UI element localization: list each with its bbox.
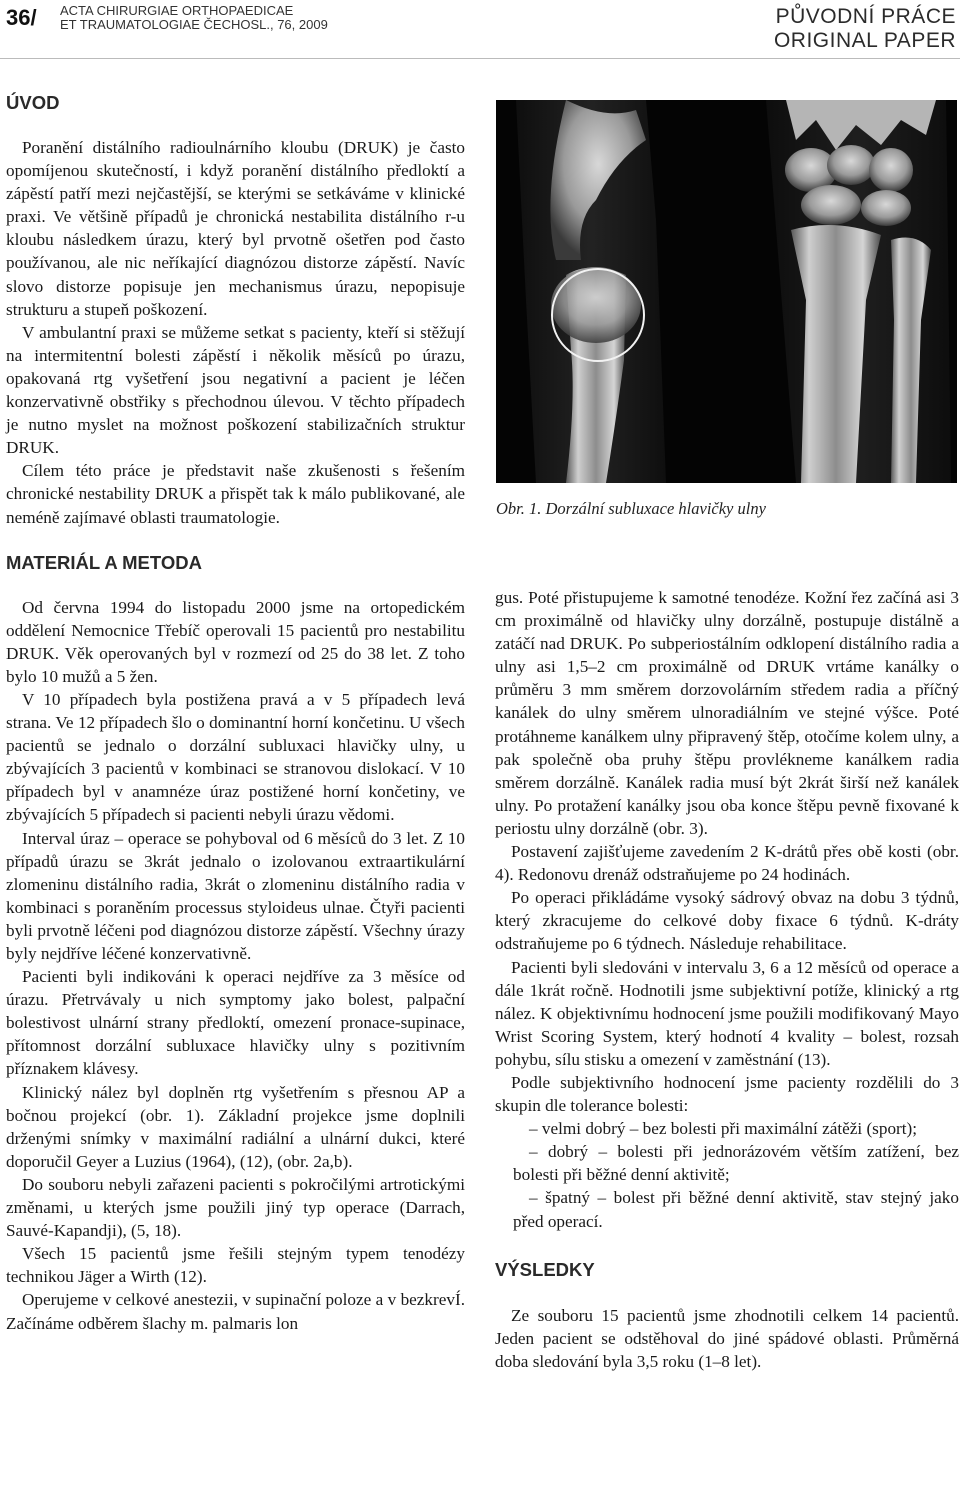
material-paragraph: Pacienti byli indikováni k operaci nejdříve za 3 měsíce od úrazu. Přetrvávaly u nich symptomy jako bolest, palpační bolestivost ulnární strany předloktí, omezení pronace-supinace, přítomnost dorzální subluxace hlavičky ulny s pozitivním příznakem klávesy. [6, 967, 465, 1079]
article-type [774, 5, 956, 53]
uvod-paragraph: V ambulantní praxi se můžeme setkat s pacienty, kteří si stěžují na intermitentní bolesti zápěstí i několik měsíců po úrazu, opakovaná rtg vyšetření jsou negativní a pacient je léčen konzervativně obstřiky s přechodnou úlevou. V těchto případech je nutno myslet na možnost poškození stabilizačních struktur DRUK. [6, 322, 465, 458]
material-paragraph: Všech 15 pacientů jsme řešili stejným typem tenodézy technikou Jäger a Wirth (12). [6, 1244, 465, 1287]
journal-name-line1: ACTA CHIRURGIAE ORTHOPAEDICAE [60, 3, 294, 18]
figure-caption: Obr. 1. Dorzální subluxace hlavičky ulny [496, 499, 766, 518]
heading-material-a-metoda: MATERIÁL A METODA [6, 551, 202, 573]
header-divider [0, 58, 960, 59]
journal-name [60, 4, 328, 32]
pain-group-item: – dobrý – bolesti při jednorázovém větším zatížení, bez bolesti při běžné denní aktivitě; [513, 1142, 959, 1185]
material-paragraph: Po operaci přikládáme vysoký sádrový obvaz na dobu 3 týdnů, který zkracujeme do celkové doby fixace 6 týdnů. K-dráty odstraňujeme po 6 týdnech. Následuje rehabilitace. [495, 888, 959, 954]
xray-figure [496, 100, 957, 483]
uvod-paragraph: Poranění distálního radioulnárního kloubu (DRUK) je často opomíjenou skutečností, i když poranění distálního předloktí a zápěstí patří mezi nejčastější, se kterými se setkáváme v klinické praxi. Ve většině případů je chronická nestabilita distálního r-u kloubu následkem úrazu, který byl prvotně ošetřen pod často používanou, ale nic neříkající diagnózou distorze zápěstí. Navíc slovo distorze popisuje jen mechanismus úrazu, nepopisuje strukturu a stupeň poškození. [6, 138, 465, 319]
material-paragraph-continued: gus. Poté přistupujeme k samotné tenodéze. Kožní řez začíná asi 3 cm proximálně od hlavičky ulny dorzálně, postupuje distálně a zatáčí nad DRUK. Po subperiostálním odklopení distálního radia a ulny asi 1,5–2 cm proximálně od DRUK vrtáme kanálky o průměru 3 mm směrem dorzovolárním středem radia a příčný kanálek do ulny směrem ulnoradiálním ve stejné výšce. Poté protáhneme kanálkem ulny připravený štěp, otočíme kolem ulny, a pak společně oba pruhy štěpu provlékneme kanálkem radia směrem dorzálně. Kanálek radia musí být 2krát širší než kanálek ulny. Po protažení kanálky jsou oba konce štěpu pevně fixované k periostu ulny dorzálně (obr. 3). [495, 588, 959, 838]
material-paragraph: Do souboru nebyli zařazeni pacienti s pokročilými artrotickými změnami, u kterých jsme použili jiný typ operace (Darrach, Sauvé-Kapandji), (5, 18). [6, 1174, 465, 1241]
pain-group-item: – velmi dobrý – bez bolesti při maximální zátěži (sport); [529, 1119, 918, 1139]
material-paragraph: Klinický nález byl doplněn rtg vyšetřením s přesnou AP a bočnou projekcí (obr. 1). Základní projekce jsme doplnili drženými snímky v maximální radiální a ulnární dukci, které doporučil Geyer a Luzius (1964), (12), (obr. 2a,b). [6, 1082, 465, 1171]
material-paragraph: Od června 1994 do listopadu 2000 jsme na ortopedickém oddělení Nemocnice Třebíč operovali 15 pacientů pro nestabilitu DRUK. Věk operovaných byl v rozmezí od 25 do 38 let. Z toho bylo 10 mužů a 5 žen. [6, 597, 465, 686]
journal-name-line2: ET TRAUMATOLOGIAE ČECHOSL., 76, 2009 [60, 17, 328, 32]
xray-image [496, 100, 957, 483]
material-paragraph: Pacienti byli sledováni v intervalu 3, 6 a 12 měsíců od operace a dále 1krát ročně. Hodnotili jsme subjektivní potíže, klinický a rtg nález. K objektivnímu hodnocení jsme použili modifikovaný Mayo Wrist Scoring System, který hodnotí 4 kvality – bolest, rozsah pohybu, sílu stisku a omezení v zaměstnání (13). [495, 957, 959, 1069]
heading-vysledky: VÝSLEDKY [495, 1258, 595, 1280]
material-paragraph-operation-start: Operujeme v celkové anestezii, v supinační poloze a v bezkrevÍ. Začínáme odběrem šlachy m. palmaris lon [6, 1290, 465, 1333]
heading-uvod: ÚVOD [6, 92, 60, 113]
article-type-english: ORIGINAL PAPER [773, 29, 956, 52]
right-column [495, 586, 959, 1373]
vysledky-paragraph: Ze souboru 15 pacientů jsme zhodnotili celkem 14 pacientů. Jeden pacient se odstěhoval do jiné spádové oblasti. Průměrná doba sledování byla 3,5 roku (1–8 let). [495, 1305, 959, 1371]
page-header [0, 0, 960, 60]
page-number: 36/ [6, 5, 37, 30]
material-paragraph: Interval úraz – operace se pohyboval od 6 měsíců do 3 let. Z 10 případů úrazu se 3krát jednalo o izolovanou extraartikulární zlomeninu distálního radia, 3krát o zlomeninu distálního radia v kombinaci s poraněním processus styloideus ulnae. Čtyři pacienti byli prvotně léčeni pod diagnózou distorze zápěstí. Všechny úrazy byly nejdříve léčené konzervativně. [6, 828, 465, 963]
material-paragraph: Postavení zajišťujeme zavedením 2 K-drátů přes obě kosti (obr. 4). Redonovu drenáž odstraňujeme po 24 hodinách. [495, 842, 959, 885]
pain-group-item: – špatný – bolest při běžné denní aktivitě, stav stejný jako před operací. [513, 1188, 959, 1231]
left-column [6, 92, 465, 1334]
uvod-paragraph: Cílem této práce je představit naše zkušenosti s řešením chronické nestability DRUK a přispět tak k málo publikované, ale neméně zajímavé oblasti traumatologie. [6, 461, 465, 527]
material-paragraph: Podle subjektivního hodnocení jsme pacienty rozdělili do 3 skupin dle tolerance bolesti: [495, 1072, 959, 1116]
material-paragraph: V 10 případech byla postižena pravá a v 5 případech levá strana. Ve 12 případech šlo o dominantní horní končetinu. U všech pacientů se jednalo o dorzální subluxaci hlavičky ulny, u zbývajících 3 pacientů v kombinaci se stranovou dislokací. V 10 případech byl v anamnéze úraz postižené horní končetiny, ve zbývajících 5 případech si pacienti nebyli úrazu vědomi. [6, 689, 465, 825]
article-type-czech: PŮVODNÍ PRÁCE [775, 5, 956, 28]
